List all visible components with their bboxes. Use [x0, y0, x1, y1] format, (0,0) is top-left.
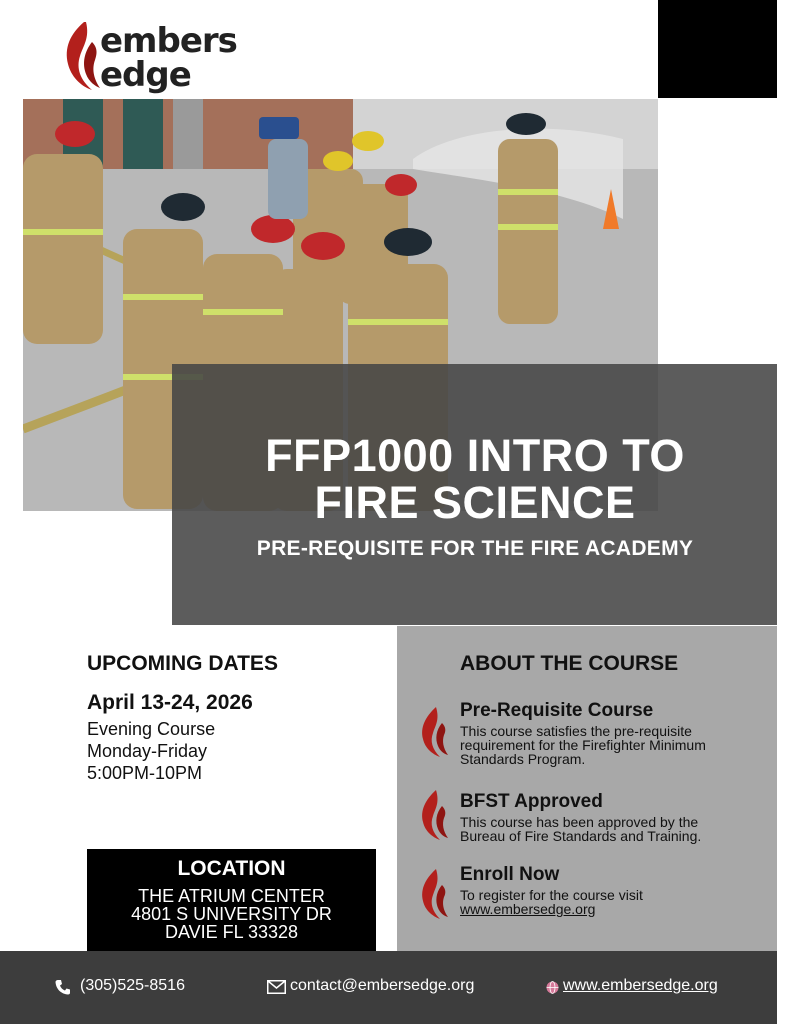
decorative-black-block — [658, 0, 777, 98]
about-course-heading: ABOUT THE COURSE — [460, 652, 679, 675]
mail-icon — [267, 980, 286, 994]
location-line: 4801 S UNIVERSITY DR — [131, 904, 332, 924]
about-item-text — [460, 888, 760, 916]
about-item-text-line: Standards Program. — [460, 751, 586, 767]
footer-website-link[interactable]: www.embersedge.org — [563, 977, 718, 994]
flame-bullet-icon — [420, 706, 450, 758]
phone-icon — [55, 979, 71, 995]
about-item-title: BFST Approved — [460, 791, 603, 812]
about-item-text-line: This course satisfies the pre-requisite — [460, 723, 692, 739]
footer-phone[interactable]: (305)525-8516 — [80, 977, 185, 994]
course-title-line-1: FFP1000 INTRO TO — [265, 430, 685, 481]
flame-bullet-icon — [420, 868, 450, 920]
footer-email[interactable]: contact@embersedge.org — [290, 977, 475, 994]
brand-logo — [62, 18, 262, 98]
about-item-title: Enroll Now — [460, 864, 560, 885]
logo-text-embers: embers — [100, 21, 237, 61]
location-line: THE ATRIUM CENTER — [138, 886, 325, 906]
course-schedule-type: Evening Course — [87, 719, 216, 739]
globe-icon — [546, 981, 559, 994]
location-line: DAVIE FL 33328 — [164, 922, 299, 942]
course-title — [175, 432, 775, 526]
about-item-text-line: requirement for the Firefighter Minimum — [460, 737, 706, 753]
about-item-text-line: Bureau of Fire Standards and Training. — [460, 828, 702, 844]
about-item-title: Pre-Requisite Course — [460, 700, 654, 721]
about-item-text-line: To register for the course visit — [460, 887, 643, 903]
flame-logo-icon — [62, 20, 102, 92]
course-subtitle: PRE-REQUISITE FOR THE FIRE ACADEMY — [256, 537, 694, 560]
course-schedule-time: 5:00PM-10PM — [87, 763, 203, 783]
location-box — [87, 849, 376, 951]
about-item-text — [460, 724, 760, 766]
logo-text-edge: edge — [100, 55, 191, 95]
location-heading: LOCATION — [177, 857, 286, 880]
about-item-text-line: This course has been approved by the — [460, 814, 699, 830]
about-item-text — [460, 815, 760, 843]
enroll-website-link[interactable]: www.embersedge.org — [460, 901, 596, 917]
flame-bullet-icon — [420, 789, 450, 841]
course-schedule-days: Monday-Friday — [87, 741, 208, 761]
course-date-range: April 13-24, 2026 — [87, 691, 253, 714]
upcoming-dates-heading: UPCOMING DATES — [87, 652, 278, 675]
course-title-line-2: FIRE SCIENCE — [314, 477, 636, 528]
